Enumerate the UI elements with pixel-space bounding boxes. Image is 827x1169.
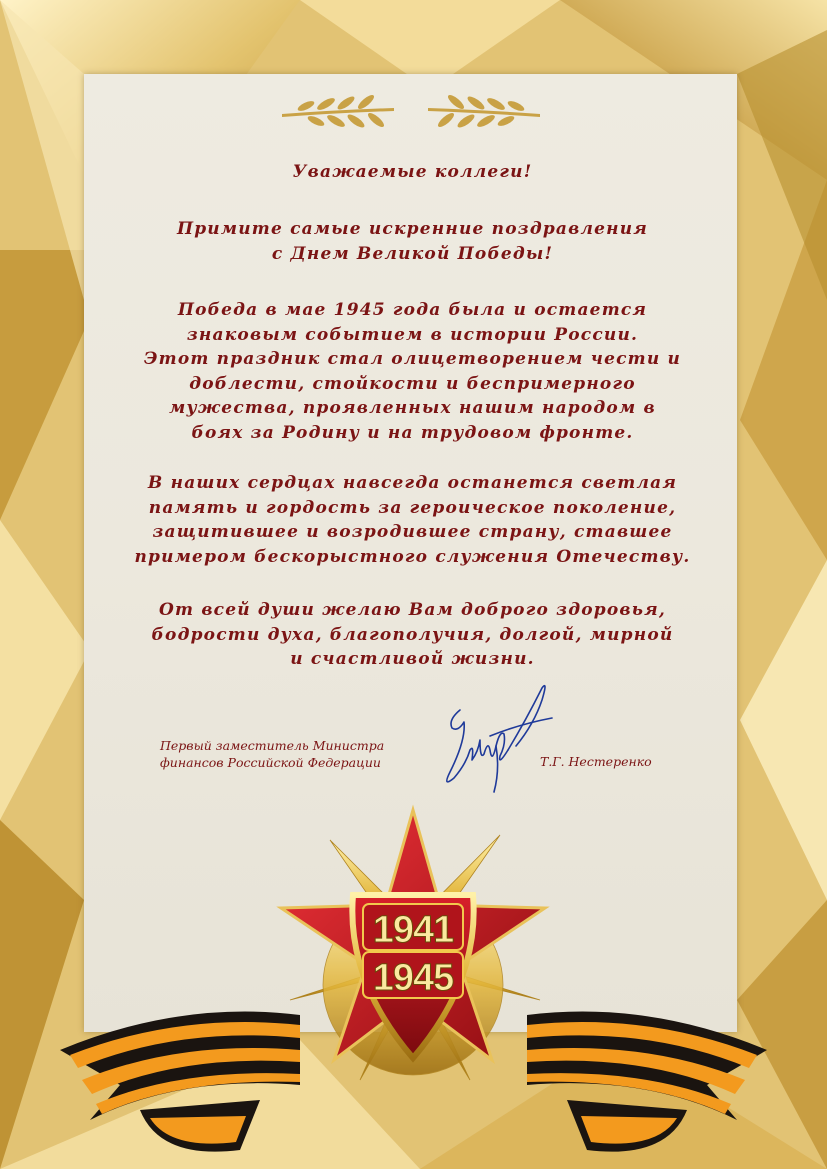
congratulations-paragraph	[100, 217, 725, 266]
handwritten-signature	[430, 680, 560, 800]
wishes-paragraph	[100, 598, 725, 672]
signatory-position-line: Первый заместитель Министра	[160, 738, 385, 753]
paragraph-line: Примите самые искренние поздравления	[176, 219, 649, 239]
year-start: 1941	[372, 909, 454, 951]
victory-emblem	[0, 800, 827, 1169]
signatory-position	[160, 737, 400, 771]
paragraph-line: защитившее и возродившее страну, ставшее	[152, 522, 673, 542]
paragraph-line: От всей души желаю Вам доброго здоровья,	[159, 600, 666, 620]
paragraph-line: доблести, стойкости и беспримерного	[189, 373, 636, 394]
victory-paragraph	[100, 298, 725, 445]
paragraph-line: с Днем Великой Победы!	[271, 243, 554, 264]
greeting	[100, 160, 725, 185]
paragraph-line: бодрости духа, благополучия, долгой, мирной	[151, 624, 674, 645]
signatory-name: Т.Г. Нестеренко	[540, 754, 652, 769]
paragraph-line: Этот праздник стал олицетворением чести и	[143, 349, 682, 369]
greeting-line: Уважаемые коллеги!	[292, 162, 533, 182]
st-george-ribbon-left	[60, 1012, 300, 1152]
year-end: 1945	[372, 957, 454, 999]
paragraph-line: и счастливой жизни.	[290, 649, 535, 669]
paragraph-line: знаковым событием в истории России.	[186, 324, 639, 345]
st-george-ribbon-right	[527, 1012, 767, 1152]
paragraph-line: В наших сердцах навсегда останется светлая	[147, 473, 678, 493]
paragraph-line: мужества, проявленных нашим народом в	[169, 398, 656, 418]
paragraph-line: боях за Родину и на трудовом фронте.	[191, 422, 634, 443]
paragraph-line: примером бескорыстного служения Отечеству.	[134, 546, 691, 567]
memory-paragraph	[100, 471, 725, 569]
signatory-position-line: финансов Российской Федерации	[160, 755, 381, 770]
paragraph-line: Победа в мае 1945 года была и остается	[177, 300, 648, 320]
laurel-ornament-icon	[276, 92, 546, 134]
paragraph-line: память и гордость за героическое поколение,	[148, 497, 677, 518]
